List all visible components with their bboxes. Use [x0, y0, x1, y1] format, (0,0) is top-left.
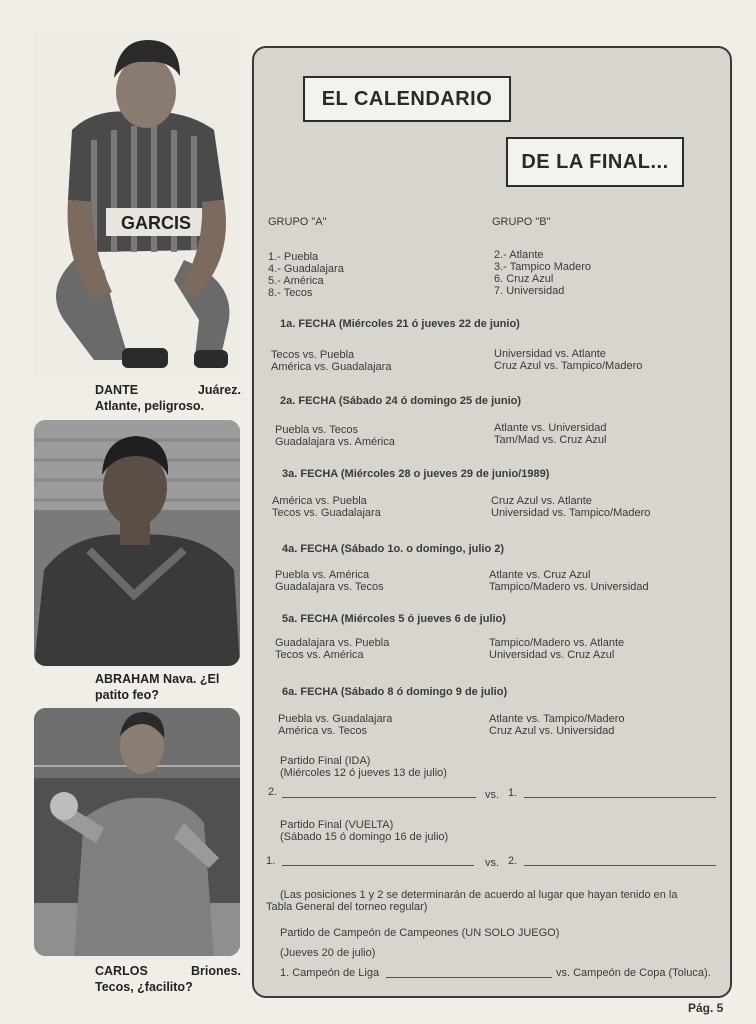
caption-carlos: [95, 963, 241, 995]
campeones-blank: [386, 977, 552, 978]
fecha-match: Puebla vs. Guadalajara: [278, 713, 393, 725]
fecha-match: Tecos vs. Puebla: [271, 349, 355, 361]
fecha-match: Atlante vs. Tampico/Madero: [489, 713, 625, 725]
caption-carlos-text: Tecos, ¿facilito?: [95, 980, 193, 994]
fecha-match: Tampico/Madero vs. Universidad: [489, 581, 649, 593]
grupo-a-team: 5.- América: [268, 275, 324, 287]
title-de-la-final: DE LA FINAL...: [506, 137, 684, 187]
caption-abraham-line2: patito feo?: [95, 688, 159, 702]
grupo-a-team: 4.- Guadalajara: [268, 263, 344, 275]
caption-dante-text: Atlante, peligroso.: [95, 399, 205, 413]
final-vuelta-left-num: 1.: [266, 855, 276, 867]
grupo-b-team: 7. Universidad: [494, 285, 565, 297]
final-ida-left-blank: [282, 797, 476, 798]
fecha-header: 3a. FECHA (Miércoles 28 o jueves 29 de junio/1989): [282, 468, 550, 480]
fecha-match: Universidad vs. Atlante: [494, 348, 606, 360]
caption-carlos-surname: Briones.: [190, 964, 241, 978]
grupo-b-team: 3.- Tampico Madero: [494, 261, 592, 273]
fecha-match: Atlante vs. Universidad: [494, 422, 607, 434]
fecha-match: Cruz Azul vs. Atlante: [491, 495, 592, 507]
campeones-date: (Jueves 20 de julio): [280, 947, 376, 959]
fecha-match: Universidad vs. Cruz Azul: [489, 649, 615, 661]
caption-dante: [95, 382, 241, 414]
final-vuelta-right-num: 2.: [508, 855, 518, 867]
fecha-match: Cruz Azul vs. Tampico/Madero: [494, 360, 643, 372]
final-vuelta-left-blank: [282, 865, 474, 866]
fecha-match: Tecos vs. Guadalajara: [272, 507, 381, 519]
grupo-b-team: 6. Cruz Azul: [494, 273, 554, 285]
fecha-header: 4a. FECHA (Sábado 1o. o domingo, julio 2): [282, 543, 505, 555]
fecha-match: Tampico/Madero vs. Atlante: [489, 637, 625, 649]
caption-abraham-line1: ABRAHAM Nava. ¿El: [95, 672, 220, 686]
positions-note-line2: Tabla General del torneo regular): [266, 901, 428, 913]
fecha-match: Cruz Azul vs. Universidad: [489, 725, 615, 737]
final-vuelta-title: Partido Final (VUELTA): [280, 819, 394, 831]
fecha-match: Puebla vs. América: [275, 569, 370, 581]
positions-note-line1: (Las posiciones 1 y 2 se determinarán de acuerdo al lugar que hayan tenido en la: [280, 889, 678, 901]
fecha-match: Puebla vs. Tecos: [275, 424, 358, 436]
caption-dante-name: DANTE: [95, 383, 139, 397]
final-vuelta-vs: vs.: [485, 857, 500, 869]
fecha-match: Tecos vs. América: [275, 649, 364, 661]
final-ida-title: Partido Final (IDA): [280, 755, 371, 767]
final-vuelta-right-blank: [524, 865, 716, 866]
fecha-header: 2a. FECHA (Sábado 24 ó domingo 25 de junio): [280, 395, 522, 407]
grupo-b-label: GRUPO "B": [492, 216, 551, 228]
fecha-match: Guadalajara vs. Tecos: [275, 581, 384, 593]
svg-text:GARCIS: GARCIS: [120, 213, 192, 233]
fecha-match: Tam/Mad vs. Cruz Azul: [494, 434, 607, 446]
fecha-match: América vs. Tecos: [278, 725, 368, 737]
fecha-match: Guadalajara vs. Puebla: [275, 637, 390, 649]
final-ida-vs: vs.: [485, 789, 500, 801]
fecha-match: América vs. Guadalajara: [271, 361, 392, 373]
photo-carlos-briones: [34, 708, 240, 956]
final-vuelta-date: (Sábado 15 ó domingo 16 de julio): [280, 831, 449, 843]
fecha-match: Atlante vs. Cruz Azul: [489, 569, 591, 581]
campeones-title: Partido de Campeón de Campeones (UN SOLO JUEGO): [280, 927, 560, 939]
final-ida-right-num: 1.: [508, 787, 518, 799]
grupo-a-team: 1.- Puebla: [268, 251, 319, 263]
final-ida-right-blank: [524, 797, 716, 798]
fecha-header: 5a. FECHA (Miércoles 5 ó jueves 6 de julio): [282, 613, 506, 625]
grupo-a-label: GRUPO "A": [268, 216, 327, 228]
photo-abraham-nava: [34, 420, 240, 666]
page-number: Pág. 5: [688, 1001, 724, 1015]
caption-carlos-name: CARLOS: [95, 964, 148, 978]
grupo-b-team: 2.- Atlante: [494, 249, 544, 261]
fecha-match: Universidad vs. Tampico/Madero: [491, 507, 651, 519]
final-ida-date: (Miércoles 12 ó jueves 13 de julio): [280, 767, 447, 779]
calendar-panel: [252, 46, 732, 998]
photo-dante-juarez: [34, 30, 240, 375]
fecha-match: América vs. Puebla: [272, 495, 367, 507]
fecha-header: 1a. FECHA (Miércoles 21 ó jueves 22 de junio): [280, 318, 520, 330]
caption-dante-surname: Juárez.: [197, 383, 241, 397]
fecha-header: 6a. FECHA (Sábado 8 ó domingo 9 de julio): [282, 686, 508, 698]
fecha-match: Guadalajara vs. América: [275, 436, 395, 448]
campeones-left: 1. Campeón de Liga: [280, 967, 380, 979]
final-ida-left-num: 2.: [268, 786, 278, 798]
title-el-calendario: EL CALENDARIO: [303, 76, 511, 122]
campeones-right: vs. Campeón de Copa (Toluca).: [556, 967, 711, 979]
grupo-a-team: 8.- Tecos: [268, 287, 313, 299]
caption-abraham: [95, 671, 241, 703]
